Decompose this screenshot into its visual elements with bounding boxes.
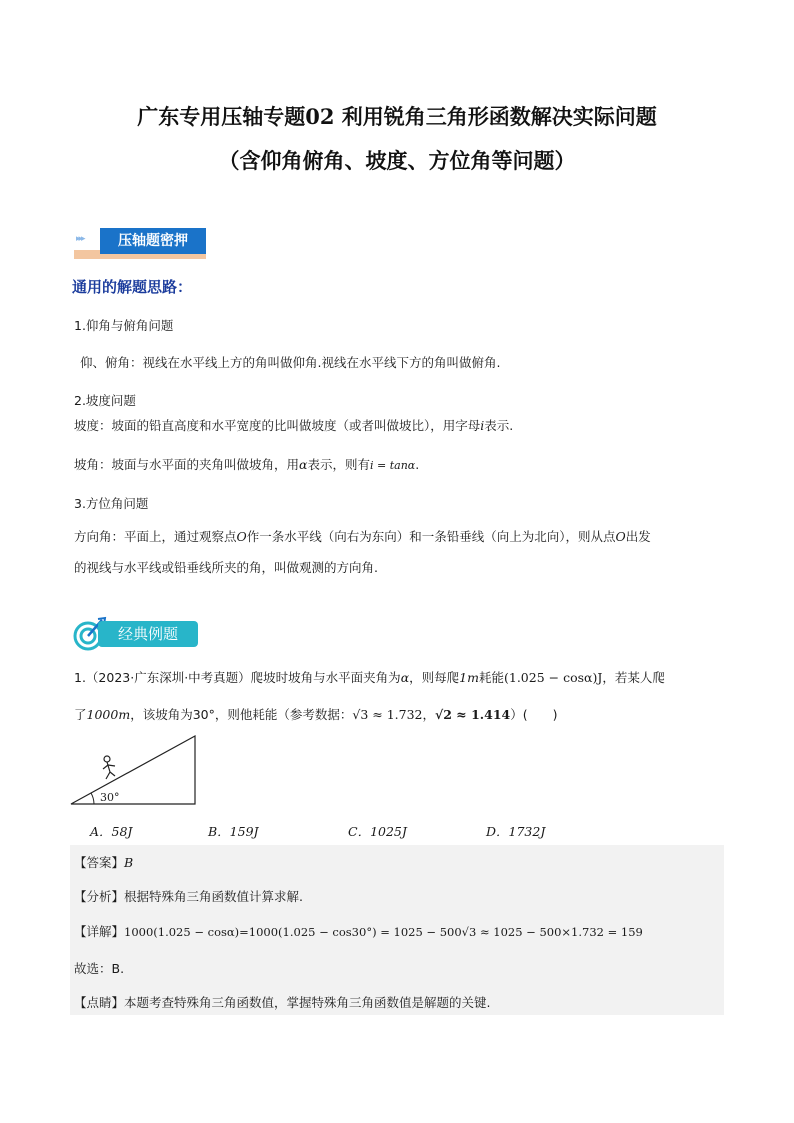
formula-i-tan: i = tanα — [369, 459, 416, 472]
q-text-d: ，若某人爬 — [602, 670, 665, 685]
analysis-tag: 【分析】 — [74, 889, 125, 904]
banner-label: 压轴题密押 — [100, 228, 206, 254]
examples-badge — [72, 616, 202, 652]
s2-angle-text-b: 表示，则有 — [307, 457, 370, 472]
s3-text-c: 出发 — [625, 529, 651, 544]
analysis-line — [74, 887, 303, 905]
option-b: B．159J — [208, 824, 259, 839]
option-a: A．58J — [90, 824, 133, 839]
q-text-c: 耗能 — [478, 670, 504, 685]
comment-text: 本题考查特殊角三角函数值，掌握特殊角三角函数值是解题的关键. — [124, 995, 491, 1010]
question-line-2 — [74, 705, 558, 723]
examples-label: 经典例题 — [98, 621, 198, 647]
s2-title: 2.坡度问题 — [74, 393, 136, 408]
answer-tag: 【答案】 — [74, 855, 125, 870]
symbol-O-2: O — [615, 529, 626, 544]
question-line-1 — [74, 668, 665, 686]
q-sqrt2: √2 ≈ 1.414 — [435, 707, 511, 722]
q2-text-b: ，该坡角为30°，则他耗能（参考数据： — [130, 707, 353, 722]
q-sqrt3: √3 ≈ 1.732 — [352, 707, 423, 722]
section-banner — [74, 224, 206, 260]
option-d: D．1732J — [486, 824, 546, 839]
detail-formula: 1000(1.025 − cosα)=1000(1.025 − cos30°) = 1025 − 500√3 ≈ 1025 − 500×1.732 = 159 — [124, 925, 643, 939]
s2-angle-text-a: 坡角：坡面与水平面的夹角叫做坡角，用 — [74, 457, 300, 472]
method-heading: 通用的解题思路： — [72, 278, 193, 296]
detail-tag: 【详解】 — [74, 924, 125, 939]
figure-angle-label: 30° — [100, 791, 120, 804]
q2-text-a: 了 — [74, 707, 87, 722]
s2-body-text-b: 表示. — [484, 418, 514, 433]
comment-line — [74, 993, 491, 1011]
s3-text-a: 方向角：平面上，通过观察点 — [74, 529, 237, 544]
q-1m: 1m — [459, 670, 479, 685]
answer-value: B — [124, 855, 134, 870]
slope-triangle — [71, 736, 195, 804]
s3-body-2: 的视线与水平线或铅垂线所夹的角，叫做观测的方向角. — [74, 560, 378, 575]
s3-title: 3.方位角问题 — [74, 496, 149, 511]
s2-angle — [74, 455, 419, 473]
angle-arc — [91, 793, 94, 804]
s3-body-1 — [74, 527, 651, 545]
comment-tag: 【点睛】 — [74, 995, 125, 1010]
page-subtitle: （含仰角俯角、坡度、方位角等问题） — [218, 148, 576, 173]
s3-text-b: 作一条水平线（向右为东向）和一条铅垂线（向上为北向），则从点 — [246, 529, 616, 544]
q-1000m: 1000m — [86, 707, 131, 722]
symbol-O: O — [236, 529, 247, 544]
symbol-i: i — [480, 418, 485, 433]
q2-text-c: ）( ) — [510, 707, 558, 722]
q-text-a: 1.（2023·广东深圳·中考真题）爬坡时坡角与水平面夹角为 — [74, 670, 401, 685]
s1-title: 1.仰角与俯角问题 — [74, 318, 174, 333]
s2-angle-text-c: . — [415, 457, 420, 472]
s2-body-text-a: 坡度：坡面的铅直高度和水平宽度的比叫做坡度（或者叫做坡比），用字母 — [74, 418, 481, 433]
climber-icon — [103, 756, 115, 779]
q2-sep: ， — [422, 707, 435, 722]
detail-line — [74, 922, 643, 940]
analysis-text: 根据特殊角三角函数值计算求解. — [124, 889, 303, 904]
option-c: C．1025J — [348, 824, 407, 839]
page-title: 广东专用压轴专题02 利用锐角三角形函数解决实际问题 — [137, 104, 657, 129]
symbol-alpha: α — [299, 457, 308, 472]
answer-line — [74, 853, 133, 871]
q-energy-formula: (1.025 − cosα)J — [503, 670, 603, 685]
arrows-icon: ▸▸▸ — [76, 234, 84, 244]
s1-body: 仰、俯角：视线在水平线上方的角叫做仰角.视线在水平线下方的角叫做俯角. — [80, 355, 501, 370]
choice-line: 故选：B. — [74, 961, 125, 976]
q-text-b: ，则每爬 — [409, 670, 460, 685]
s2-body — [74, 416, 513, 434]
slope-figure — [68, 732, 200, 808]
q-alpha: α — [400, 670, 410, 685]
